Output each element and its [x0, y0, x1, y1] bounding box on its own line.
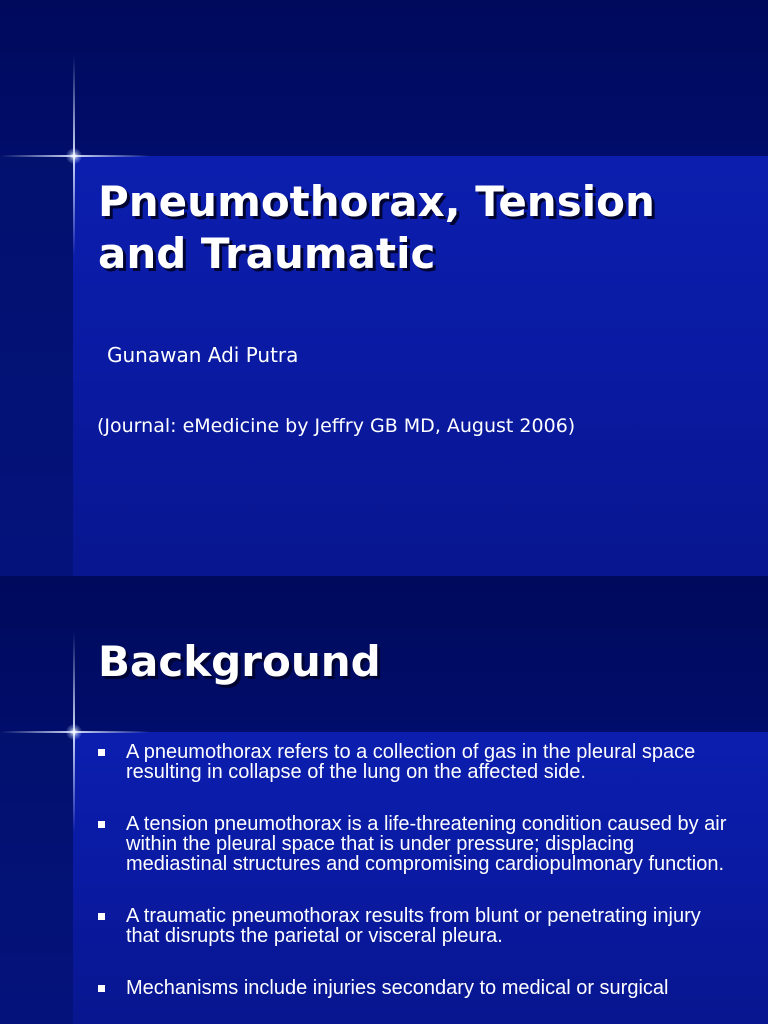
slide-heading: Background — [98, 637, 381, 686]
square-bullet-icon — [98, 749, 105, 756]
sparkle-icon — [66, 724, 82, 740]
square-bullet-icon — [98, 913, 105, 920]
slide-top-band — [0, 0, 768, 156]
slide-left-band — [0, 156, 73, 576]
square-bullet-icon — [98, 821, 105, 828]
square-bullet-icon — [98, 985, 105, 992]
bullet-item — [96, 814, 736, 874]
bullet-text: Mechanisms include injuries secondary to medical or surgical — [126, 977, 669, 999]
slide-left-band — [0, 732, 73, 1024]
bullet-item — [96, 742, 736, 782]
author-name: Gunawan Adi Putra — [107, 343, 299, 367]
background-slide — [0, 576, 768, 1024]
bullet-item — [96, 906, 736, 946]
bullet-text: A tension pneumothorax is a life-threatening condition caused by air within the pleural space that is under pressure; displacing mediastinal structures and compromising cardiopulmonary function. — [126, 813, 727, 875]
bullet-item — [96, 978, 736, 998]
journal-reference: (Journal: eMedicine by Jeffry GB MD, August 2006) — [97, 415, 576, 437]
slide-title: Pneumothorax, Tension and Traumatic — [98, 177, 655, 278]
bullet-text: A traumatic pneumothorax results from blunt or penetrating injury that disrupts the parietal or visceral pleura. — [126, 905, 701, 947]
bullet-list — [96, 742, 736, 1024]
bullet-text: A pneumothorax refers to a collection of gas in the pleural space resulting in collapse of the lung on the affected side. — [126, 741, 696, 783]
sparkle-icon — [66, 148, 82, 164]
